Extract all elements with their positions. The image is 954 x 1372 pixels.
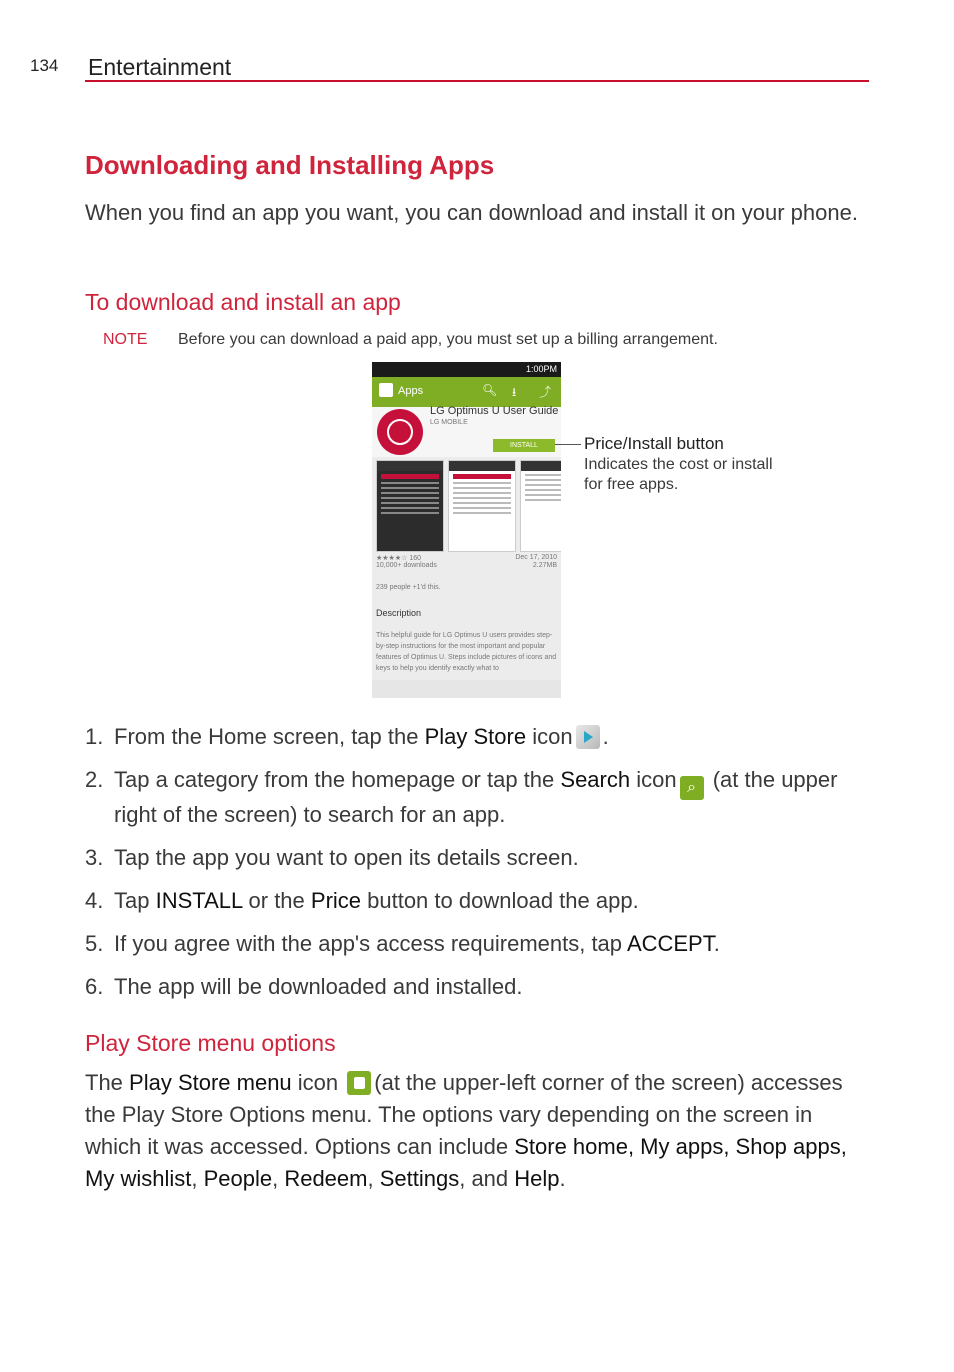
steps-list bbox=[85, 722, 865, 1015]
app-screenshots bbox=[376, 460, 561, 552]
callout-title: Price/Install button bbox=[584, 434, 724, 453]
app-screenshot-thumb bbox=[520, 460, 561, 552]
download-icon: ⭳ bbox=[512, 385, 517, 399]
callout-leader-line bbox=[555, 444, 581, 445]
subheading-download: To download and install an app bbox=[85, 289, 401, 315]
status-time: 1:00PM bbox=[525, 364, 557, 374]
play-store-menu-icon bbox=[347, 1071, 371, 1095]
app-screenshot-thumb bbox=[448, 460, 516, 552]
subheading-menu-options: Play Store menu options bbox=[85, 1030, 336, 1056]
play-store-screenshot bbox=[372, 362, 561, 698]
list-item: 2. Tap a category from the homepage or tap the Search icon ⌕ (at the upper right of the screen) to search for an app. bbox=[85, 767, 838, 827]
description-heading: Description bbox=[376, 608, 422, 618]
app-meta bbox=[376, 554, 557, 569]
note-text: Before you can download a paid app, you must set up a billing arrangement. bbox=[178, 331, 718, 348]
action-bar-title: Apps bbox=[398, 385, 424, 397]
plus-one-row: 239 people +1'd this. bbox=[376, 584, 441, 591]
shopping-bag-icon bbox=[379, 383, 393, 397]
app-developer: LG MOBILE bbox=[430, 419, 468, 426]
lg-logo-icon bbox=[377, 409, 423, 455]
callout-text: Indicates the cost or install for free apps. bbox=[584, 456, 773, 493]
status-bar bbox=[372, 362, 561, 377]
list-item: 1. From the Home screen, tap the Play Store icon . bbox=[85, 724, 609, 749]
app-rating: ★★★★☆ 160 bbox=[376, 555, 422, 562]
header-rule bbox=[85, 80, 869, 82]
navigation-bar bbox=[372, 680, 561, 698]
list-item: 6. The app will be downloaded and installed. bbox=[85, 974, 523, 999]
play-store-icon bbox=[576, 725, 600, 749]
search-icon: ⌕ bbox=[680, 776, 704, 800]
app-date: Dec 17, 2010 bbox=[515, 554, 557, 561]
share-icon: ⤴ bbox=[539, 385, 552, 399]
section-title: Entertainment bbox=[88, 54, 232, 80]
description-text: This helpful guide for LG Optimus U users provides step-by-step instructions for the most important and popular features of Optimus U. Steps include pictures of icons and keys to help you identify exactly what to bbox=[376, 632, 557, 672]
note-label: NOTE bbox=[103, 331, 148, 348]
list-item: 3. Tap the app you want to open its details screen. bbox=[85, 845, 579, 870]
install-button: INSTALL bbox=[493, 439, 555, 452]
app-downloads: 10,000+ downloads bbox=[376, 562, 437, 569]
app-screenshot-thumb bbox=[376, 460, 444, 552]
intro-paragraph: When you find an app you want, you can download and install it on your phone. bbox=[85, 200, 858, 225]
list-item: 5. If you agree with the app's access requirements, tap ACCEPT. bbox=[85, 931, 720, 956]
page-number: 134 bbox=[30, 56, 59, 75]
page-title: Downloading and Installing Apps bbox=[85, 150, 495, 180]
action-bar bbox=[372, 377, 561, 407]
menu-options-paragraph: The Play Store menu icon (at the upper-left corner of the screen) accesses the Play Store Options menu. The options vary depending on the screen in which it was accessed. Options can include Store home, My apps, Shop apps, My wishlist, People, Redeem, Settings, and Help. bbox=[85, 1070, 847, 1191]
search-icon: 🔍︎ bbox=[482, 383, 498, 397]
app-name: LG Optimus U User Guide bbox=[430, 405, 559, 417]
app-size: 2.27MB bbox=[532, 562, 557, 569]
list-item: 4. Tap INSTALL or the Price button to download the app. bbox=[85, 888, 639, 913]
